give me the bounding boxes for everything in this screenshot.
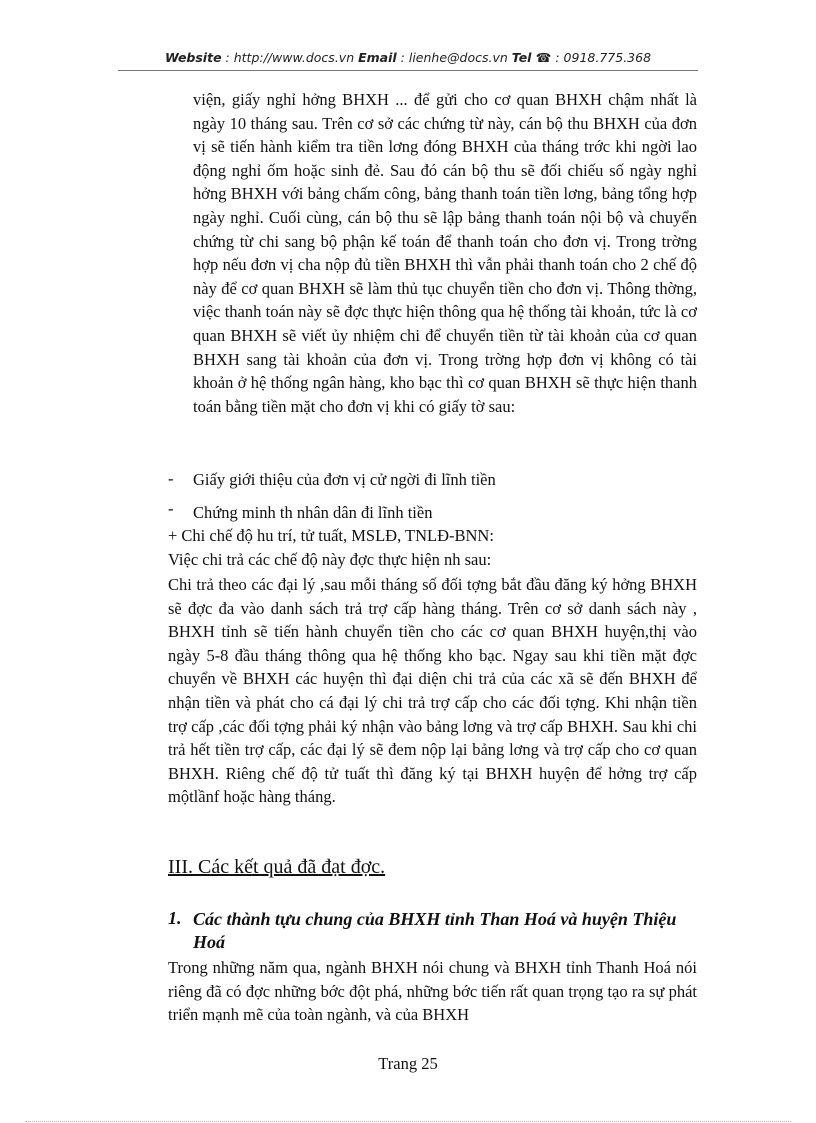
header-divider (118, 70, 698, 71)
email-label: Email (358, 50, 397, 65)
bullet-item: Giấy giới thiệu của đơn vị cử ngời đi lĩnh tiền (193, 470, 496, 489)
subheading-title: Các thành tựu chung của BHXH tỉnh Than Hoá và huyện Thiệu Hoá (193, 909, 677, 952)
paragraph-1: viện, giấy nghỉ hởng BHXH ... để gửi cho cơ quan BHXH chậm nhất là ngày 10 tháng sau. Trên cơ sở các chứng từ này, cán bộ thu BHXH của đơn vị sẽ tiến hành kiểm tra tiền lơng đóng BHXH của tháng trớc khi ngời lao động nghỉ ốm hoặc sinh đẻ. Sau đó cán bộ thu sẽ đối chiếu số ngày nghỉ hởng BHXH với bảng chấm công, bảng thanh toán tiền lơng, bảng tổng hợp ngày nghỉ. Cuối cùng, cán bộ thu sẽ lập bảng thanh toán nội bộ và chuyển chứng từ chi sang bộ phận kế toán để thanh toán cho đơn vị. Trong trờng hợp nếu đơn vị cha nộp đủ tiền BHXH thì vẫn phải thanh toán cho 2 chế độ này để cơ quan BHXH sẽ làm thủ tục chuyển tiền cho đơn vị. Thông thờng, việc thanh toán này sẽ đợc thực hiện thông qua hệ thống tài khoản, tức là cơ quan BHXH sẽ viết ủy nhiệm chi để chuyển tiền từ tài khoản của cơ quan BHXH sang tài khoản của đơn vị. Trong trờng hợp đơn vị không có tài khoản ở hệ thống ngân hàng, kho bạc thì cơ quan BHXH sẽ thực hiện thanh toán bằng tiền mặt cho đơn vị khi có giấy tờ sau: (193, 90, 697, 416)
regime-intro: Việc chi trả các chế độ này đợc thực hiện nh sau: (168, 550, 492, 569)
email-address[interactable]: : lienhe@docs.vn (400, 50, 508, 65)
regime-heading: + Chi chế độ hu trí, tử tuất, MSLĐ, TNLĐ-BNN: (168, 526, 494, 545)
website-url[interactable]: : http://www.docs.vn (225, 50, 355, 65)
paragraph-2: Chi trả theo các đại lý ,sau mỗi tháng số đối tợng bắt đầu đăng ký hởng BHXH sẽ đợc đa vào danh sách trả trợ cấp hàng tháng. Trên cơ sở danh sách này , BHXH tỉnh sẽ tiến hành chuyển tiền cho các cơ quan BHXH huyện,thị vào ngày 5-8 đầu tháng thông qua hệ thống kho bạc. Ngay sau khi tiền mặt đợc chuyển về BHXH các huyện thì đại diện chi trả của các xã sẽ đến BHXH để nhận tiền và phát cho cá đại lý chi trả trợ cấp cho các đối tợng. Khi nhận tiền trợ cấp ,các đối tợng phải ký nhận vào bảng lơng và trợ cấp BHXH. Sau khi chi trả hết tiền trợ cấp, các đại lý sẽ đem nộp lại bảng lơng và trợ cấp cho cơ quan BHXH. Riêng chế độ tử tuất thì đăng ký tại BHXH huyện để hởng trợ cấp mộtlầnf hoặc hàng tháng. (168, 575, 697, 807)
page-number: Trang 25 (378, 1054, 438, 1073)
paragraph-3: Trong những năm qua, ngành BHXH nói chung và BHXH tỉnh Thanh Hoá nói riêng đã có đợc những bớc đột phá, những bớc tiến rất quan trọng tạo ra sự phát triển mạnh mẽ của toàn ngành, và của BHXH (168, 958, 697, 1025)
bottom-divider (25, 1121, 791, 1122)
bullet-marker: - (168, 499, 174, 518)
page-header (0, 50, 816, 65)
website-label: Website (164, 50, 222, 65)
tel-number: : 0918.775.368 (555, 50, 652, 65)
tel-label: Tel ☎ (511, 50, 552, 65)
subheading-number: 1. (168, 908, 182, 928)
bullet-item: Chứng minh th nhân dân đi lĩnh tiền (193, 503, 433, 522)
bullet-marker: - (168, 469, 174, 488)
section-heading: III. Các kết quả đã đạt đợc. (168, 856, 386, 878)
